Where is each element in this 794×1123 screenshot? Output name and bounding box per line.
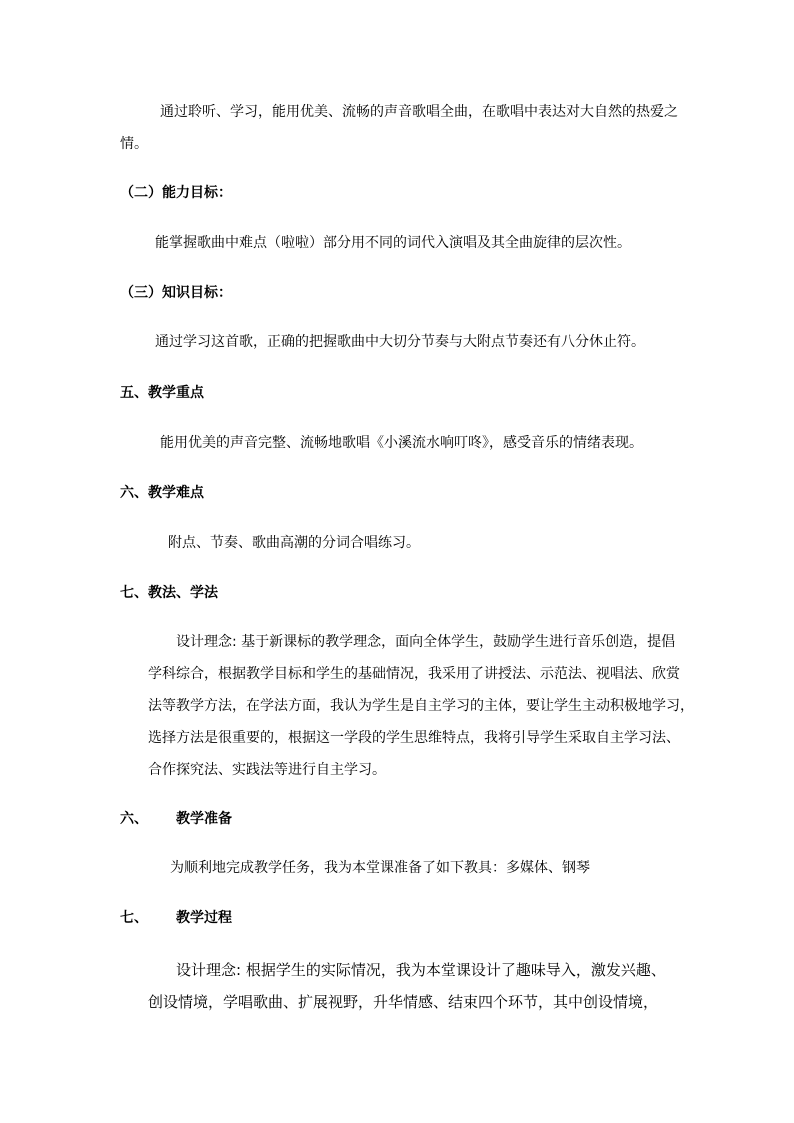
paragraph-line: 附点、节奏、歌曲高潮的分词合唱练习。 [168, 535, 420, 551]
section-heading: 五、教学重点 [120, 385, 204, 401]
section-heading: 教学准备 [176, 811, 232, 827]
section-heading-number: 七、 [120, 910, 148, 926]
paragraph-line: 设计理念: 基于新课标的教学理念，面向全体学生，鼓励学生进行音乐创造，提倡 [176, 634, 676, 650]
section-heading: （三）知识目标： [120, 285, 232, 301]
section-heading-number: 六、 [120, 811, 148, 827]
paragraph-line: 选择方法是很重要的，根据这一学段的学生思维特点，我将引导学生采取自主学习法、 [148, 730, 680, 746]
paragraph-line: 创设情境，学唱歌曲、扩展视野，升华情感、结束四个环节，其中创设情境， [148, 993, 659, 1011]
paragraph-line: 能用优美的声音完整、流畅地歌唱《小溪流水响叮咚》，感受音乐的情绪表现。 [160, 435, 643, 451]
paragraph-line: 通过聆听、学习，能用优美、流畅的声音歌唱全曲，在歌唱中表达对大自然的热爱之 [160, 104, 678, 120]
section-heading: 教学过程 [176, 910, 232, 926]
paragraph-line: 通过学习这首歌，正确的把握歌曲中大切分节奏与大附点节奏还有八分休止符。 [155, 334, 645, 350]
section-heading: （二）能力目标： [120, 185, 232, 201]
paragraph-line: 设计理念: 根据学生的实际情况，我为本堂课设计了趣味导入，激发兴趣、 [176, 961, 666, 979]
paragraph-line: 为顺利地完成教学任务，我为本堂课准备了如下教具：多媒体、钢琴 [170, 860, 590, 876]
paragraph-line: 法等教学方法，在学法方面，我认为学生是自主学习的主体，要让学生主动积极地学习， [148, 698, 694, 714]
section-heading: 六、教学难点 [120, 485, 204, 501]
paragraph-line: 合作探究法、实践法等进行自主学习。 [148, 762, 386, 778]
paragraph-line: 学科综合，根据教学目标和学生的基础情况，我采用了讲授法、示范法、视唱法、欣赏 [148, 666, 680, 682]
paragraph-line: 能掌握歌曲中难点（啦啦）部分用不同的词代入演唱及其全曲旋律的层次性。 [155, 235, 631, 251]
paragraph-line: 情。 [120, 136, 148, 152]
section-heading: 七、教法、学法 [120, 585, 218, 601]
